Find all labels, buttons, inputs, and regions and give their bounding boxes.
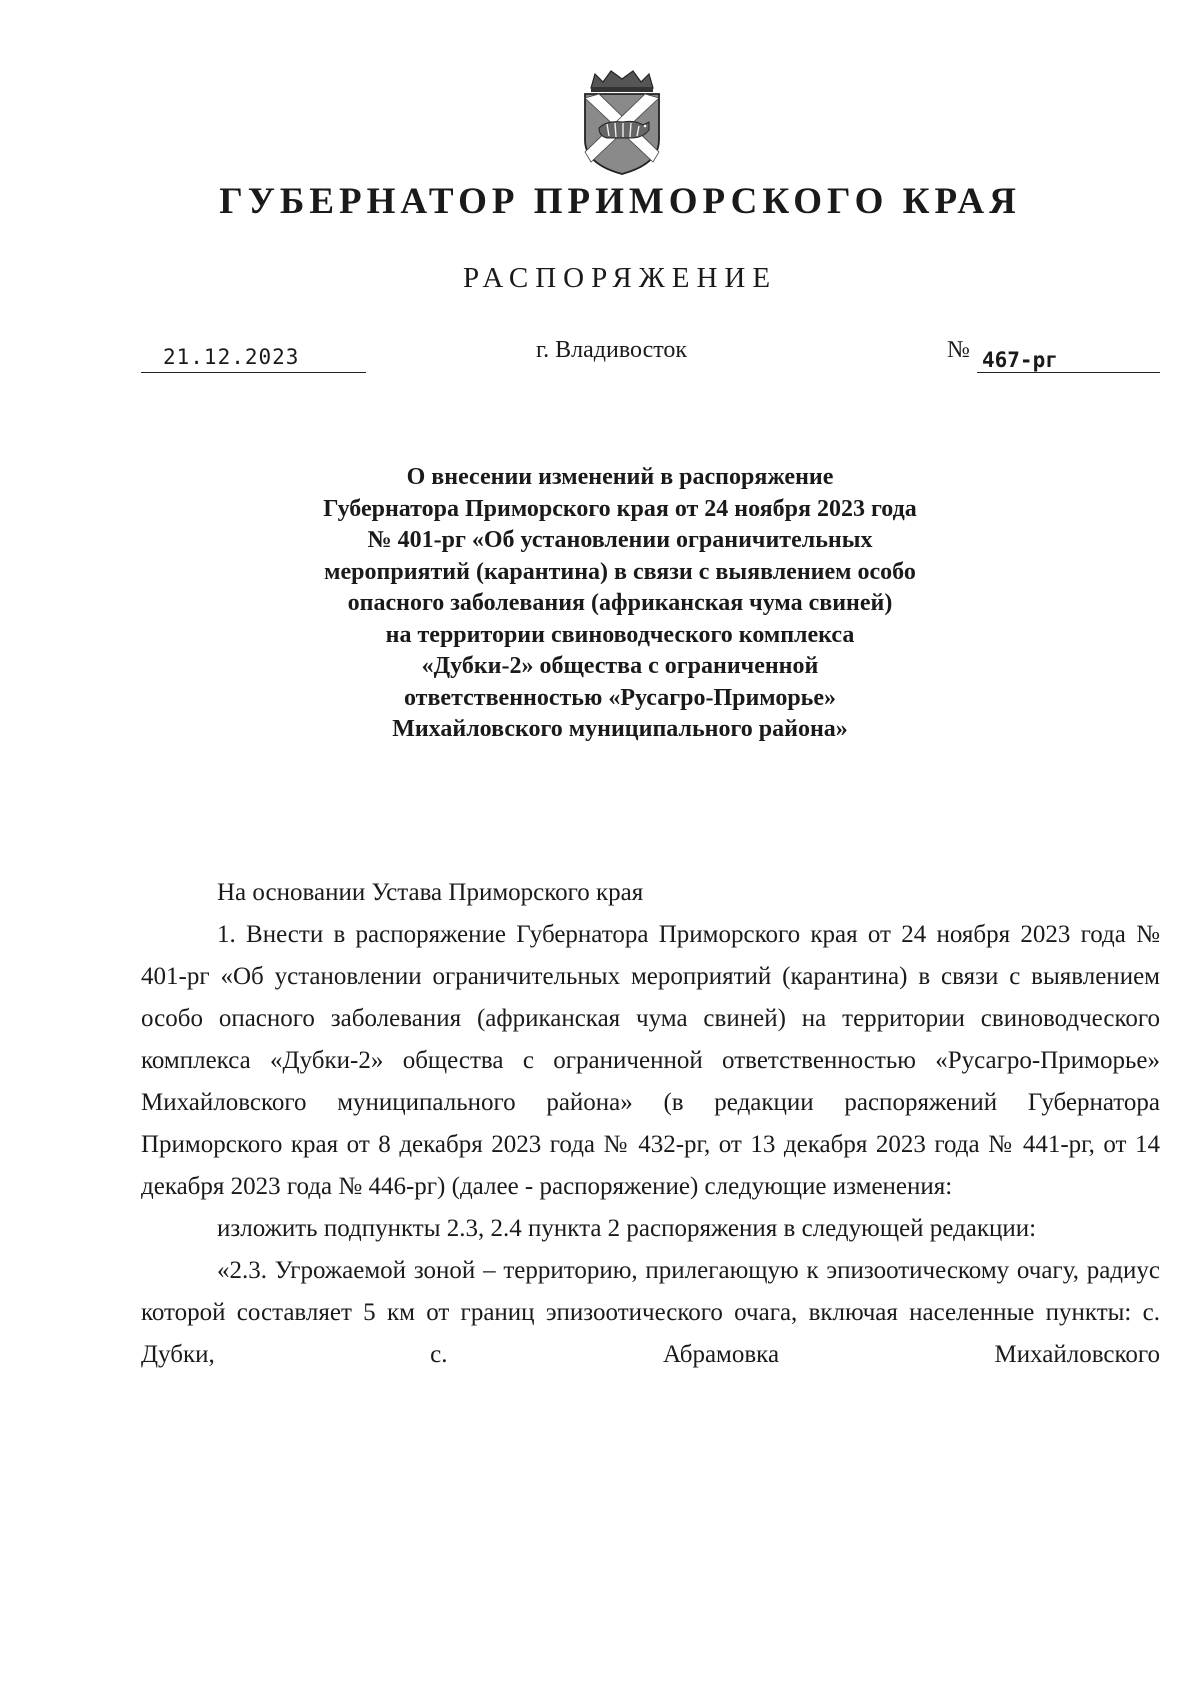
subject-line: Михайловского муниципального района»	[392, 716, 848, 742]
document-subject	[150, 462, 1090, 746]
date-field	[141, 338, 366, 373]
clause-2-3-paragraph: «2.3. Угрожаемой зоной – территорию, прилегающую к эпизоотическому очагу, радиус которой составляет 5 км от границ эпизоотического очага, включая населенные пункты: с. Дубки, с. Абрамовка Михайловского	[141, 1257, 1160, 1368]
number-field	[977, 338, 1160, 373]
subject-line: на территории свиноводческого комплекса	[385, 621, 855, 648]
subject-line: опасного заболевания (африканская чума свиней)	[347, 590, 893, 616]
number-sign: №	[947, 337, 970, 363]
instruction-paragraph: изложить подпункты 2.3, 2.4 пункта 2 распоряжения в следующей редакции:	[217, 1215, 1037, 1242]
organization-title: ГУБЕРНАТОР ПРИМОРСКОГО КРАЯ	[219, 181, 1021, 222]
subject-line: ответственностью «Русагро-Приморье»	[403, 684, 837, 711]
subject-line: Губернатора Приморского края от 24 ноября 2023 года	[323, 495, 917, 522]
legal-basis-paragraph: На основании Устава Приморского края	[217, 879, 644, 906]
document-body	[141, 872, 1160, 1376]
subject-line: мероприятий (карантина) в связи с выявлением особо	[324, 558, 916, 585]
subject-line: О внесении изменений в распоряжение	[406, 464, 834, 490]
subject-line: № 401-рг «Об установлении ограничительных	[367, 527, 873, 553]
document-type: РАСПОРЯЖЕНИЕ	[462, 262, 778, 294]
subject-line: «Дубки-2» общества с ограниченной	[421, 653, 819, 679]
document-number: 467-рг	[982, 348, 1058, 372]
document-city: г. Владивосток	[536, 337, 688, 363]
item-1-paragraph: 1. Внести в распоряжение Губернатора Приморского края от 24 ноября 2023 года № 401-рг «Об установлении ограничительных мероприятий (карантина) в связи с выявлением особо опасного заболевания (африканская чума свиней) на территории свиноводческого комплекса «Дубки-2» общества с ограниченной ответственностью «Русагро-Приморье» Михайловского муниципального района» (в редакции распоряжений Губернатора Приморского края от 8 декабря 2023 года № 432-рг, от 13 декабря 2023 года № 441-рг, от 14 декабря 2023 года № 446-рг) (далее - распоряжение) следующие изменения:	[141, 921, 1160, 1200]
coat-of-arms-icon	[577, 68, 667, 178]
document-date: 21.12.2023	[163, 345, 300, 369]
